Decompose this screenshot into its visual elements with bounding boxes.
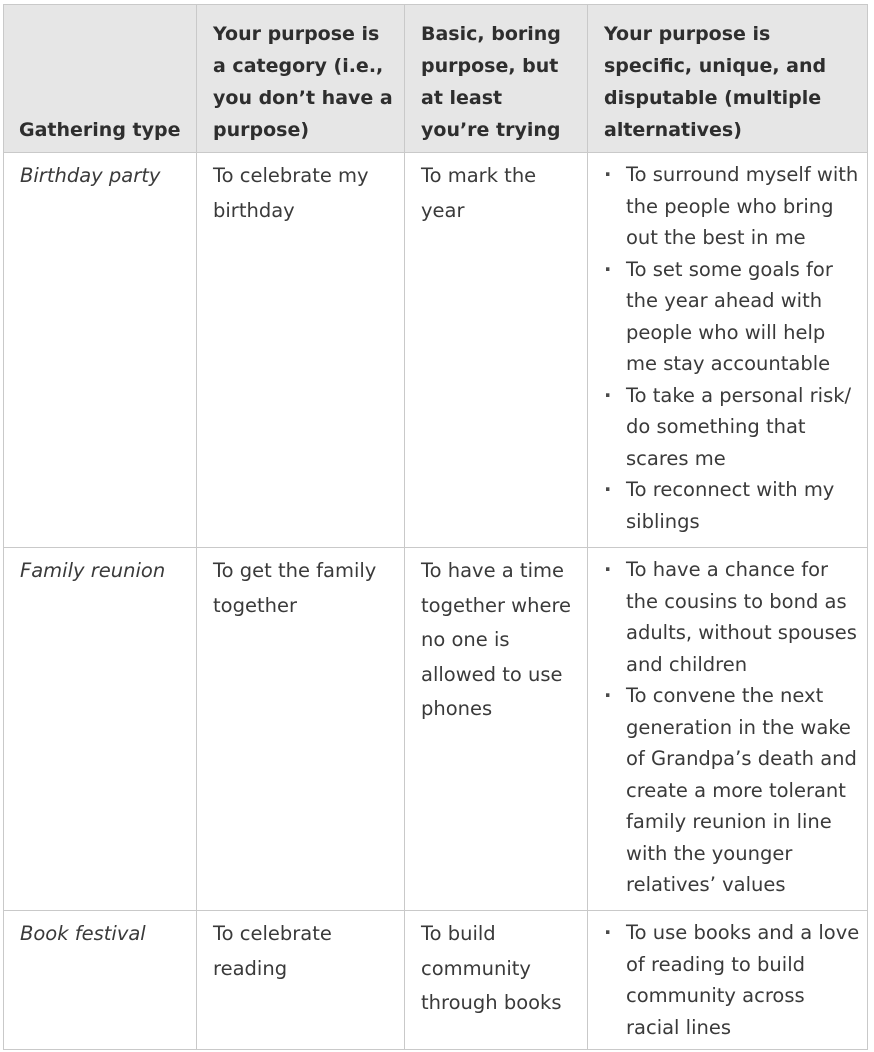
header-specific-purpose: Your purpose is specific, unique, and disputable (multiple alternatives) <box>588 5 868 153</box>
list-item <box>598 554 861 680</box>
list-item-text: To have a chance for the cousins to bond as adults, without spouses and children <box>626 558 857 676</box>
bullet-icon: · <box>604 684 612 707</box>
specific-purpose-cell <box>588 548 868 911</box>
bullet-icon: · <box>604 921 612 944</box>
bullet-icon: · <box>604 163 612 186</box>
bullet-icon: · <box>604 478 612 501</box>
table-row <box>4 548 868 911</box>
category-purpose-cell: To celebrate my birthday <box>197 153 405 548</box>
purpose-table <box>3 4 868 1050</box>
purpose-list <box>598 159 861 537</box>
gathering-type-cell: Family reunion <box>4 548 197 911</box>
specific-purpose-cell <box>588 911 868 1050</box>
bullet-icon: · <box>604 558 612 581</box>
list-item-text: To take a personal risk/ do something that scares me <box>626 383 852 470</box>
list-item-text: To use books and a love of reading to build community across racial lines <box>626 921 860 1039</box>
list-item-text: To surround myself with the people who bring out the best in me <box>626 163 859 249</box>
list-item-text: To reconnect with my siblings <box>626 478 835 533</box>
list-item-text: To convene the next generation in the wake of Grandpa’s death and create a more tolerant family reunion in line with the younger relatives’ values <box>626 684 857 896</box>
list-item <box>598 680 861 901</box>
specific-purpose-cell <box>588 153 868 548</box>
category-purpose-cell: To get the family together <box>197 548 405 911</box>
list-item <box>598 254 861 380</box>
bullet-icon: · <box>604 257 612 281</box>
list-item <box>598 474 861 537</box>
list-item-text: To set some goals for the year ahead with people who will help me stay accountable <box>626 257 833 375</box>
basic-purpose-cell: To mark the year <box>405 153 588 548</box>
list-item <box>598 380 861 475</box>
table-row <box>4 911 868 1050</box>
header-category-purpose: Your purpose is a category (i.e., you don’t have a purpose) <box>197 5 405 153</box>
purpose-list <box>598 917 861 1043</box>
header-gathering-type: Gathering type <box>4 5 197 153</box>
basic-purpose-cell: To have a time together where no one is allowed to use phones <box>405 548 588 911</box>
list-item <box>598 917 861 1043</box>
table-header <box>4 5 868 153</box>
purpose-list <box>598 554 861 901</box>
header-row <box>4 5 868 153</box>
category-purpose-cell: To celebrate reading <box>197 911 405 1050</box>
bullet-icon: · <box>604 383 612 407</box>
basic-purpose-cell: To build community through books <box>405 911 588 1050</box>
table-row <box>4 153 868 548</box>
header-basic-purpose: Basic, boring purpose, but at least you’re trying <box>405 5 588 153</box>
gathering-type-cell: Book festival <box>4 911 197 1050</box>
list-item <box>598 159 861 254</box>
table-body <box>4 153 868 1050</box>
gathering-type-cell: Birthday party <box>4 153 197 548</box>
